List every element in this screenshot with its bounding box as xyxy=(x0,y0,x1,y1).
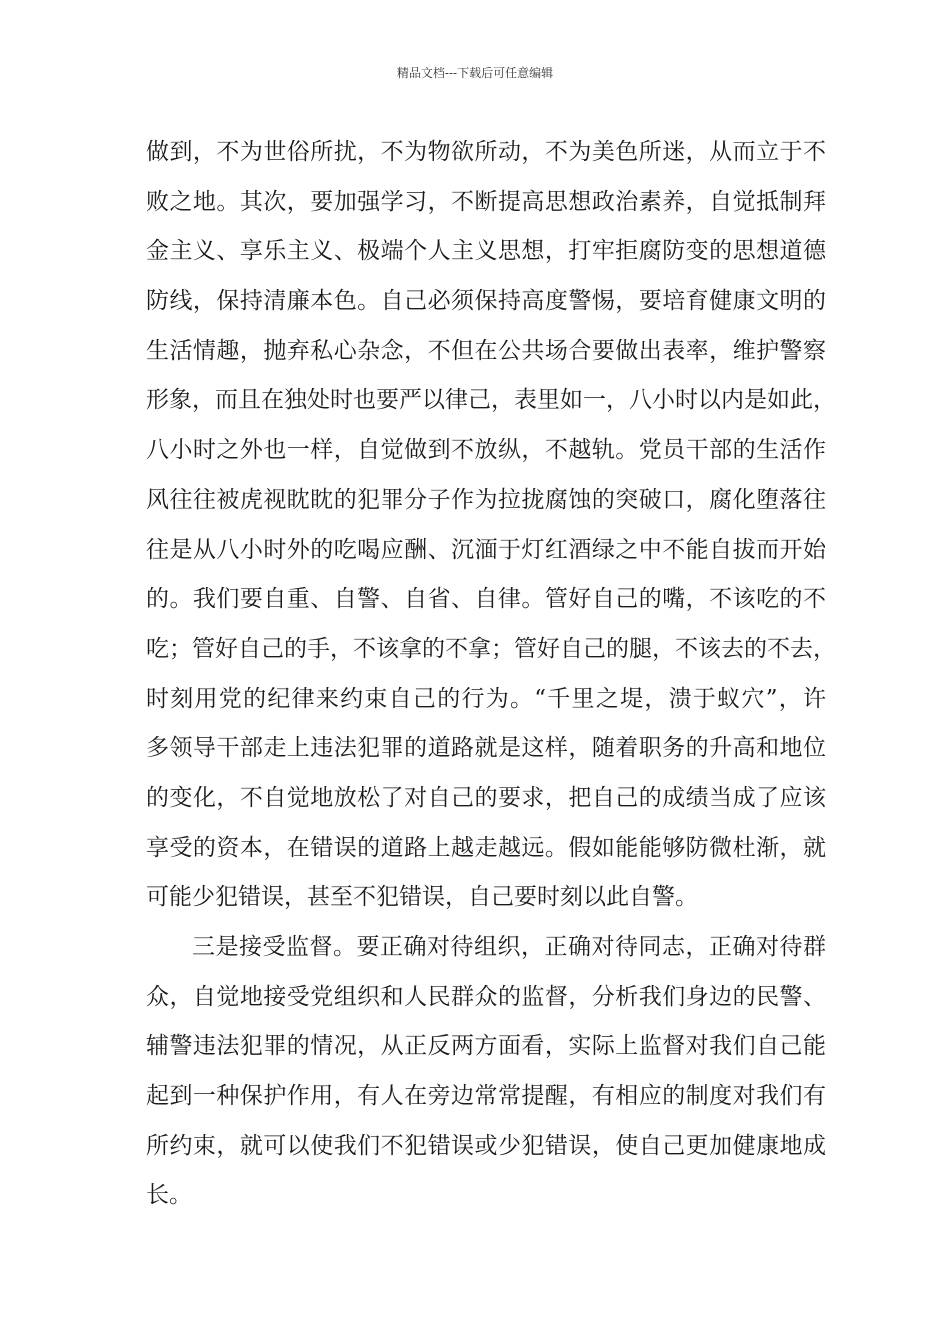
text-line: 辅警违法犯罪的情况，从正反两方面看，实际上监督对我们自己能 xyxy=(146,1033,826,1060)
text-line: 所约束，就可以使我们不犯错误或少犯错误，使自己更加健康地成 xyxy=(146,1132,826,1159)
text-line: 形象，而且在独处时也要严以律己，表里如一，八小时以内是如此， xyxy=(146,387,836,414)
text-line: 风往往被虎视眈眈的犯罪分子作为拉拢腐蚀的突破口，腐化堕落往 xyxy=(146,486,826,513)
page-header: 精品文档---下载后可任意编辑 xyxy=(396,66,554,80)
text-line: 众，自觉地接受党组织和人民群众的监督，分析我们身边的民警、 xyxy=(146,983,826,1010)
text-line: 享受的资本，在错误的道路上越走越远。假如能能够防微杜渐，就 xyxy=(146,834,826,861)
text-line: 金主义、享乐主义、极端个人主义思想，打牢拒腐防变的思想道德 xyxy=(146,238,826,265)
text-line: 多领导干部走上违法犯罪的道路就是这样，随着职务的升高和地位 xyxy=(146,735,826,762)
text-line: 起到一种保护作用，有人在旁边常常提醒，有相应的制度对我们有 xyxy=(146,1083,826,1110)
text-line: 吃；管好自己的手，不该拿的不拿；管好自己的腿，不该去的不去， xyxy=(146,635,836,662)
text-line: 三是接受监督。要正确对待组织，正确对待同志，正确对待群 xyxy=(192,934,826,960)
text-line: 时刻用党的纪律来约束自己的行为。“千里之堤，溃于蚁穴”，许 xyxy=(146,685,826,712)
text-line: 往是从八小时外的吃喝应酬、沉湎于灯红酒绿之中不能自拔而开始 xyxy=(146,536,826,563)
text-line: 的变化，不自觉地放松了对自己的要求，把自己的成绩当成了应该 xyxy=(146,784,826,811)
text-line: 做到，不为世俗所扰，不为物欲所动，不为美色所迷，从而立于不 xyxy=(146,139,826,165)
body-text xyxy=(146,128,836,1221)
text-line: 八小时之外也一样，自觉做到不放纵，不越轨。党员干部的生活作 xyxy=(146,437,826,464)
text-line: 败之地。其次，要加强学习，不断提高思想政治素养，自觉抵制拜 xyxy=(146,188,826,215)
text-line: 可能少犯错误，甚至不犯错误，自己要时刻以此自警。 xyxy=(146,884,698,911)
text-line: 的。我们要自重、自警、自省、自律。管好自己的嘴，不该吃的不 xyxy=(146,586,826,613)
text-line: 防线，保持清廉本色。自己必须保持高度警惕，要培育健康文明的 xyxy=(146,288,826,315)
text-line: 生活情趣，抛弃私心杂念，不但在公共场合要做出表率，维护警察 xyxy=(146,337,826,364)
text-line: 长。 xyxy=(146,1182,192,1209)
